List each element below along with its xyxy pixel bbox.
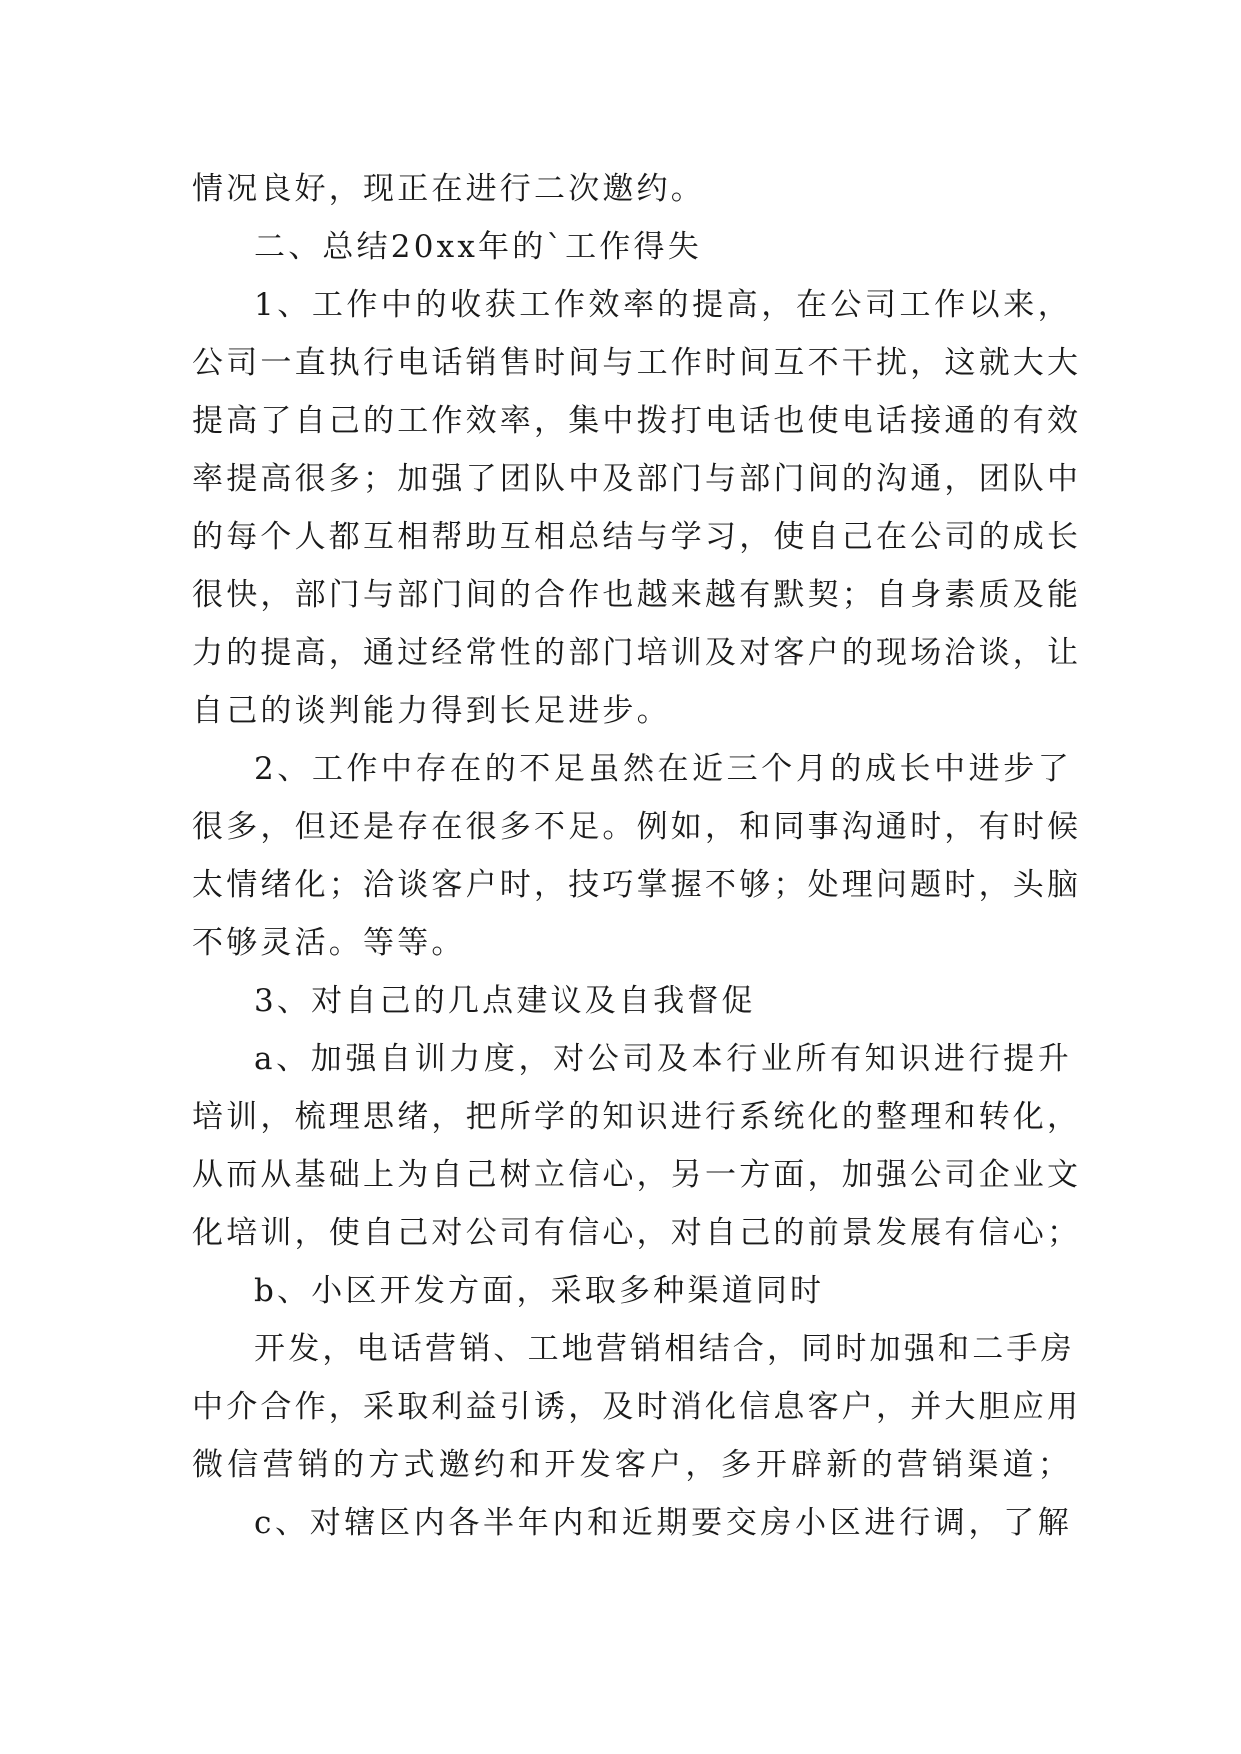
paragraph-line: 提高了自己的工作效率，集中拨打电话也使电话接通的有效	[192, 403, 1082, 439]
paragraph-line: 微信营销的方式邀约和开发客户，多开辟新的营销渠道；	[192, 1447, 1072, 1483]
paragraph-line: 公司一直执行电话销售时间与工作时间互不干扰，这就大大	[192, 345, 1082, 381]
paragraph-line: 开发，电话营销、工地营销相结合，同时加强和二手房	[254, 1331, 1075, 1367]
paragraph-line: c、对辖区内各半年内和近期要交房小区进行调，了解	[254, 1505, 1072, 1541]
paragraph-line: 培训，梳理思绪，把所学的知识进行系统化的整理和转化，	[192, 1099, 1082, 1135]
section-heading: 二、总结20xx年的`工作得失	[254, 229, 702, 265]
paragraph-line: 的每个人都互相帮助互相总结与学习，使自己在公司的成长	[192, 519, 1082, 555]
paragraph-line: 率提高很多；加强了团队中及部门与部门间的沟通，团队中	[192, 461, 1082, 497]
paragraph-line: 力的提高，通过经常性的部门培训及对客户的现场洽谈，让	[192, 635, 1082, 671]
paragraph-line: 1、工作中的收获工作效率的提高，在公司工作以来，	[254, 287, 1072, 323]
paragraph-line: a、加强自训力度，对公司及本行业所有知识进行提升	[254, 1041, 1072, 1077]
paragraph-line: 2、工作中存在的不足虽然在近三个月的成长中进步了	[254, 751, 1072, 787]
paragraph-line: 不够灵活。等等。	[192, 925, 466, 961]
paragraph-line: 化培训，使自己对公司有信心，对自己的前景发展有信心；	[192, 1215, 1082, 1251]
paragraph-line: 太情绪化；洽谈客户时，技巧掌握不够；处理问题时，头脑	[192, 867, 1082, 903]
paragraph-line: 中介合作，采取利益引诱，及时消化信息客户，并大胆应用	[192, 1389, 1082, 1425]
paragraph-line: 很快，部门与部门间的合作也越来越有默契；自身素质及能	[192, 577, 1082, 613]
subheading-line: 3、对自己的几点建议及自我督促	[254, 983, 756, 1019]
paragraph-line: b、小区开发方面，采取多种渠道同时	[254, 1273, 825, 1309]
paragraph-line: 很多，但还是存在很多不足。例如，和同事沟通时，有时候	[192, 809, 1082, 845]
body-text	[192, 160, 1082, 1552]
paragraph-line: 自己的谈判能力得到长足进步。	[192, 693, 671, 729]
text-line: 情况良好，现正在进行二次邀约。	[192, 171, 705, 207]
paragraph-line: 从而从基础上为自己树立信心，另一方面，加强公司企业文	[192, 1157, 1082, 1193]
